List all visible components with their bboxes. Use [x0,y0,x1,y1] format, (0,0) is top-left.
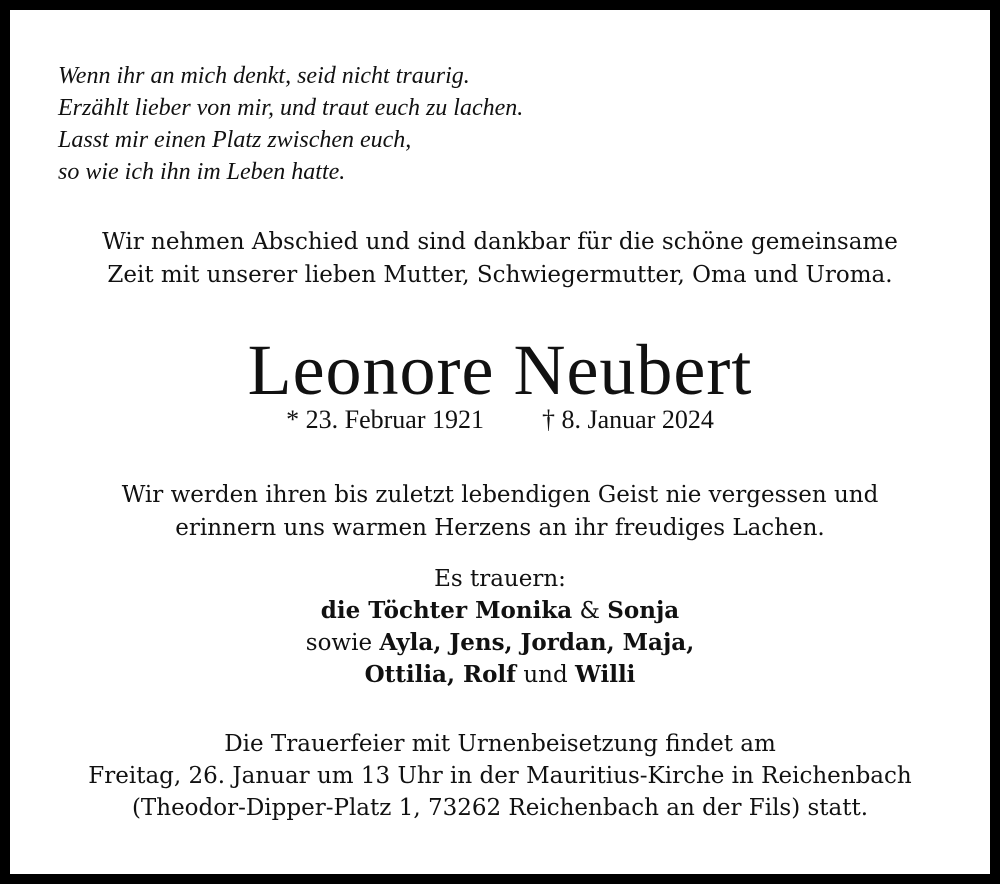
poem-line: Wenn ihr an mich denkt, seid nicht traurig. [58,63,470,89]
intro-line: Wir nehmen Abschied und sind dankbar für die schöne gemeinsame [102,229,898,255]
ampersand: & [572,598,608,624]
daughters-label: die Töchter [320,597,476,624]
daughter-name: Sonja [607,597,680,624]
service-line: (Theodor-Dipper-Platz 1, 73262 Reichenbach an der Fils) statt. [131,795,869,821]
grandchild-name: Willi [575,661,636,688]
mourners-daughters [10,595,990,627]
poem-line: Erzählt lieber von mir, und traut euch zu lachen. [58,95,524,121]
death-date: † 8. Januar 2024 [542,405,714,434]
deceased-name: Leonore Neubert [247,330,753,410]
service-line: Die Trauerfeier mit Urnenbeisetzung findet am [224,731,776,757]
birth-date: * 23. Februar 1921 [286,405,484,434]
mourners-grandchildren [10,627,990,659]
mourners-heading: Es trauern: [434,566,566,592]
service-line: Freitag, 26. Januar um 13 Uhr in der Mauritius-Kirche in Reichenbach [88,763,912,789]
und-label: und [516,662,576,688]
intro-text [10,226,990,292]
poem-line: so wie ich ihn im Leben hatte. [58,159,346,185]
memory-line: erinnern uns warmen Herzens an ihr freudiges Lachen. [175,515,825,541]
memory-text [10,479,990,545]
poem-line: Lasst mir einen Platz zwischen euch, [58,127,412,153]
sowie-label: sowie [305,630,380,656]
life-dates [10,403,990,437]
mourners-block [10,563,990,691]
daughter-name: Monika [475,597,573,624]
memory-line: Wir werden ihren bis zuletzt lebendigen Geist nie vergessen und [121,482,879,508]
poem [58,60,523,188]
mourners-grandchildren-2 [10,659,990,691]
intro-line: Zeit mit unserer lieben Mutter, Schwiegermutter, Oma und Uroma. [107,262,893,288]
grandchildren-names: Ayla, Jens, Jordan, Maja, [379,629,695,656]
obituary-notice [10,10,990,874]
grandchildren-names: Ottilia, Rolf [364,661,517,688]
service-info [10,728,990,824]
